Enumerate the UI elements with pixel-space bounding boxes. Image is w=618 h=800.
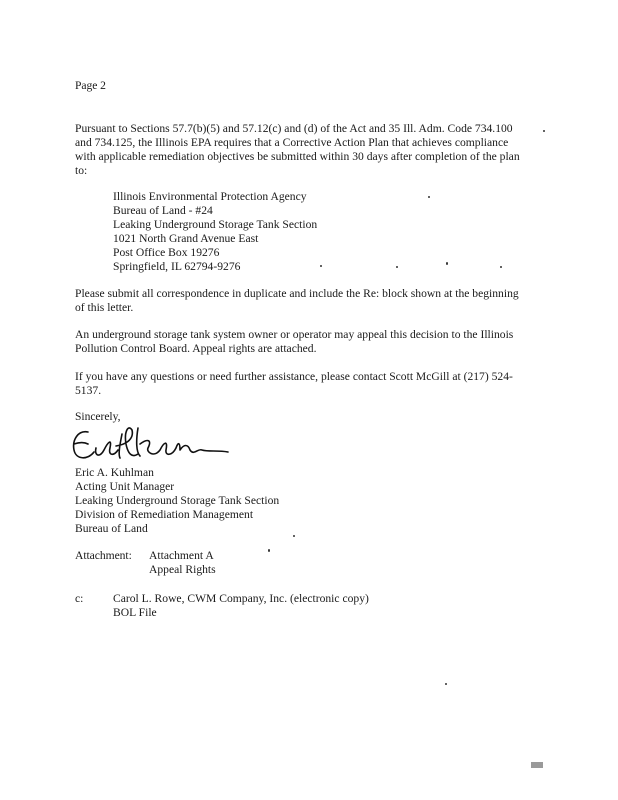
cc-list	[113, 592, 433, 620]
paragraph-appeal	[75, 328, 555, 356]
closing: Sincerely,	[75, 410, 121, 423]
address-line: Post Office Box 19276	[113, 246, 220, 259]
signer-line: Division of Remediation Management	[75, 508, 254, 521]
scan-speck	[446, 262, 448, 265]
paragraph-contact	[75, 370, 555, 398]
signer-line: Bureau of Land	[75, 522, 148, 535]
address-line: Springfield, IL 62794-9276	[113, 260, 241, 273]
handwritten-signature	[68, 420, 233, 468]
scan-mark	[531, 762, 543, 768]
cc-label: c:	[75, 592, 84, 605]
cc-item: Carol L. Rowe, CWM Company, Inc. (electronic copy)	[113, 592, 369, 605]
paragraph-line: of this letter.	[75, 301, 134, 314]
attachment-label: Attachment:	[75, 549, 132, 562]
address-line: Bureau of Land - #24	[113, 204, 213, 217]
address-line: 1021 North Grand Avenue East	[113, 232, 259, 245]
scan-speck	[320, 265, 322, 267]
paragraph-line: Pursuant to Sections 57.7(b)(5) and 57.12(c) and (d) of the Act and 35 Ill. Adm. Code 734.100	[75, 122, 513, 135]
paragraph-line: 5137.	[75, 384, 102, 397]
paragraph-correspondence	[75, 287, 555, 315]
scan-speck	[293, 535, 295, 537]
signer-line: Acting Unit Manager	[75, 480, 175, 493]
mailing-address	[113, 190, 593, 274]
scan-speck	[543, 130, 545, 132]
paragraph-line: to:	[75, 164, 88, 177]
scan-speck	[500, 266, 502, 268]
scan-speck	[445, 683, 447, 685]
page-label: Page 2	[75, 79, 106, 92]
address-line: Leaking Underground Storage Tank Section	[113, 218, 318, 231]
paragraph-line: An underground storage tank system owner or operator may appeal this decision to the Illinois	[75, 328, 514, 341]
paragraph-cap-requirement	[75, 122, 555, 178]
address-line: Illinois Environmental Protection Agency	[113, 190, 307, 203]
signer-line: Leaking Underground Storage Tank Section	[75, 494, 280, 507]
paragraph-line: Please submit all correspondence in duplicate and include the Re: block shown at the beginning	[75, 287, 519, 300]
paragraph-line: Pollution Control Board. Appeal rights are attached.	[75, 342, 317, 355]
attachment-item: Attachment A	[149, 549, 214, 562]
scan-speck	[428, 196, 430, 198]
paragraph-line: with applicable remediation objectives be submitted within 30 days after completion of the plan	[75, 150, 520, 163]
paragraph-line: If you have any questions or need further assistance, please contact Scott McGill at (217) 524-	[75, 370, 513, 383]
signer-block	[75, 466, 555, 536]
scan-speck	[396, 266, 398, 268]
signer-line: Eric A. Kuhlman	[75, 466, 154, 479]
attachment-item: Appeal Rights	[149, 563, 216, 576]
paragraph-line: and 734.125, the Illinois EPA requires that a Corrective Action Plan that achieves compliance	[75, 136, 509, 149]
cc-item: BOL File	[113, 606, 157, 619]
attachment-list	[149, 549, 349, 577]
scan-speck	[268, 549, 270, 552]
